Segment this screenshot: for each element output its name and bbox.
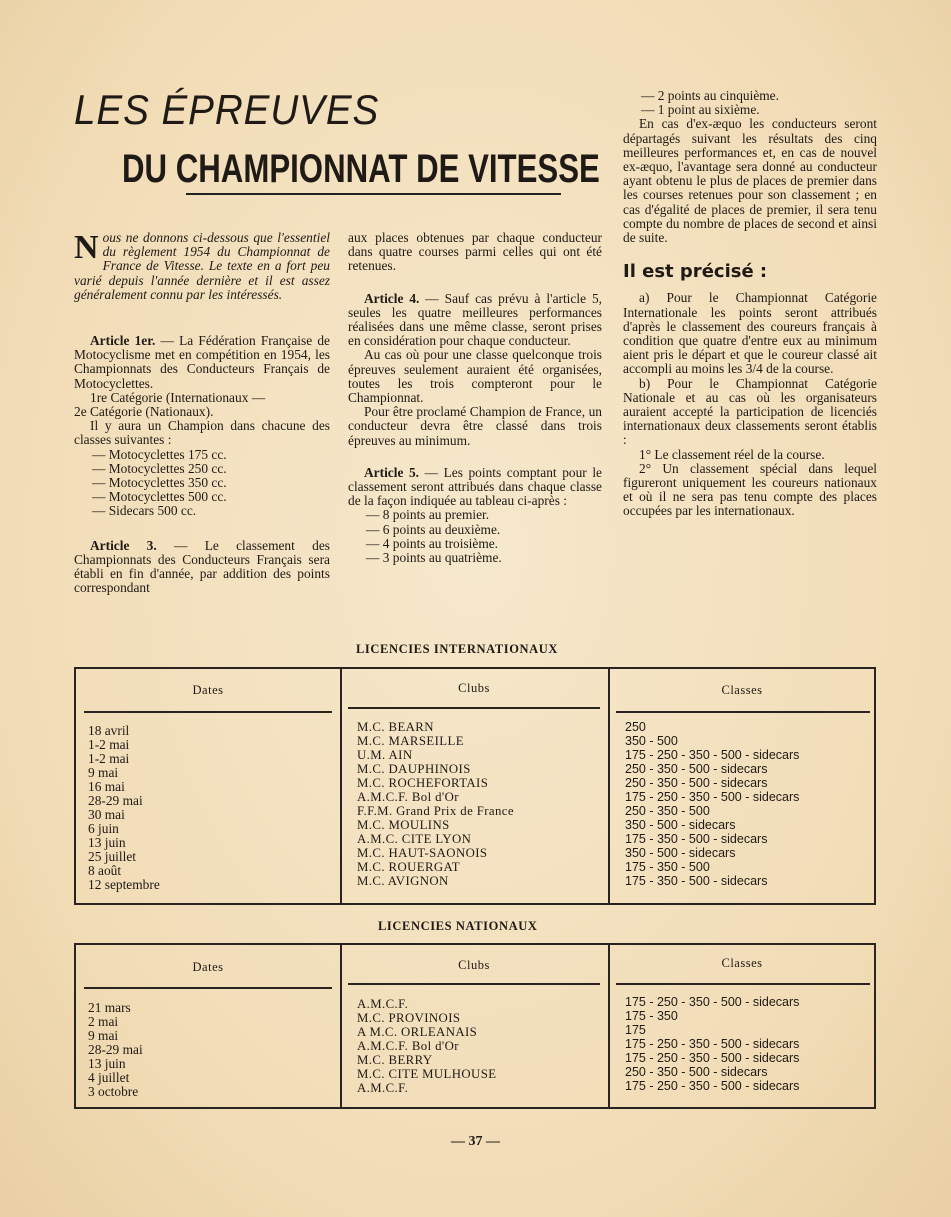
intro-paragraph (74, 231, 330, 302)
table-international (74, 667, 876, 905)
classes-cell: 175 - 350 - 500 - sidecars (625, 874, 768, 888)
article-1-heading: Article 1er. (90, 333, 156, 349)
title-line-1: LES ÉPREUVES (74, 86, 380, 133)
points-item: — 1 point au sixième. (641, 102, 760, 118)
date-cell: 16 mai (88, 779, 125, 794)
clubs-column (357, 997, 496, 1095)
club-cell: M.C. PROVINOIS (357, 1011, 461, 1025)
club-cell: M.C. MOULINS (357, 818, 450, 832)
points-item: — 6 points au deuxième. (366, 521, 501, 537)
exaequo-text: En cas d'ex-æquo les conducteurs seront départagés suivant les résultats des cinq meilleures performances et, en cas de nouvel ex-æquo, l'avantage sera donné au conducteur ayant obtenu le plus de places de premier dans les courses retenues pour son classement ; en cas d'égalité de places de premier, il sera tenu compte du nombre de places de second et ainsi de suite. (623, 116, 877, 246)
date-cell: 28-29 mai (88, 1042, 143, 1057)
class-item: — Motocyclettes 500 cc. (92, 489, 227, 505)
table-national (74, 943, 876, 1109)
date-cell: 8 août (88, 863, 122, 878)
classes-cell: 175 - 350 - 500 - sidecars (625, 832, 768, 846)
club-cell: A M.C. ORLEANAIS (357, 1025, 478, 1039)
classes-cell: 175 - 250 - 350 - 500 - sidecars (625, 1051, 800, 1065)
points-item: — 4 points au troisième. (366, 535, 499, 551)
article-3-text: — Le classement des Championnats des Conducteurs Français sera établi en fin d'année, par addition des points correspondant (74, 537, 330, 596)
column-2 (348, 231, 602, 565)
article-4-p2: Au cas où pour une classe quelconque trois épreuves seulement auraient été organisées, toutes les trois compteront pour le Championnat. (348, 347, 602, 406)
club-cell: M.C. ROUERGAT (357, 860, 460, 874)
club-cell: F.F.M. Grand Prix de France (357, 804, 514, 818)
date-cell: 1-2 mai (88, 737, 130, 752)
date-cell: 28-29 mai (88, 793, 143, 808)
article-3-continued: aux places obtenues par chaque conducteur dans quatre courses parmi celles qui ont été retenues. (348, 230, 602, 274)
class-item: — Motocyclettes 250 cc. (92, 460, 227, 476)
classes-cell: 250 - 350 - 500 (625, 804, 710, 818)
article-3-heading: Article 3. (90, 537, 157, 553)
classes-cell: 175 (625, 1023, 646, 1037)
column-divider (340, 669, 342, 903)
classes-cell: 350 - 500 - sidecars (625, 818, 736, 832)
club-cell: M.C. HAUT-SAONOIS (357, 846, 488, 860)
date-cell: 4 juillet (88, 1070, 130, 1085)
classes-cell: 250 - 350 - 500 - sidecars (625, 776, 768, 790)
date-cell: 13 juin (88, 1056, 126, 1071)
article-4 (348, 292, 602, 349)
points-item: — 3 points au quatrième. (366, 550, 502, 566)
date-cell: 9 mai (88, 765, 119, 780)
header-clubs: Clubs (458, 681, 490, 695)
class-item: — Motocyclettes 175 cc. (92, 446, 227, 462)
club-cell: A.M.C.F. Bol d'Or (357, 1039, 459, 1053)
column-1 (74, 231, 330, 595)
classes-cell: 250 (625, 720, 646, 734)
article-1-text: — La Fédération Française de Motocyclisme met en compétition en 1954, les Championnats des Conducteurs Français de Motocyclettes. (74, 333, 330, 391)
date-cell: 3 octobre (88, 1084, 139, 1099)
classes-cell: 175 - 350 (625, 1009, 678, 1023)
title-line-2: DU CHAMPIONNAT DE VITESSE (122, 147, 600, 191)
article-5-text: — Les points comptant pour le classement seront attribués dans chaque classe de la façon indiquée au tableau ci-après : (348, 464, 602, 509)
article-4-p3: Pour être proclamé Champion de France, un conducteur devra être classé dans trois épreuves au minimum. (348, 404, 602, 448)
precise-b2: 2° Un classement spécial dans lequel figureront uniquement les coureurs nationaux et où il ne sera pas tenu compte des places occupées par les internationaux. (623, 460, 877, 519)
header-rule (84, 711, 332, 713)
classes-cell: 350 - 500 (625, 734, 678, 748)
category-2: 2e Catégorie (Nationaux). (74, 404, 214, 420)
club-cell: U.M. AIN (357, 748, 413, 762)
club-cell: M.C. AVIGNON (357, 874, 449, 888)
class-item: — Sidecars 500 cc. (92, 503, 197, 519)
article-4-heading: Article 4. (364, 290, 420, 306)
date-cell: 25 juillet (88, 849, 136, 864)
classes-column (625, 995, 799, 1093)
classes-cell: 175 - 350 - 500 (625, 860, 710, 874)
header-rule (616, 711, 870, 713)
club-cell: M.C. BEARN (357, 720, 434, 734)
points-item: — 8 points au premier. (366, 507, 490, 523)
club-cell: A.M.C.F. (357, 997, 409, 1011)
header-dates: Dates (192, 960, 224, 974)
header-classes: Classes (721, 683, 763, 697)
club-cell: A.M.C.F. (357, 1081, 409, 1095)
date-cell: 18 avril (88, 723, 130, 738)
header-classes: Classes (721, 956, 763, 970)
header-rule (84, 987, 332, 989)
column-divider (608, 669, 610, 903)
club-cell: M.C. ROCHEFORTAIS (357, 776, 489, 790)
classes-cell: 175 - 250 - 350 - 500 - sidecars (625, 790, 800, 804)
club-cell: A.M.C.F. Bol d'Or (357, 790, 459, 804)
dates-column (88, 724, 160, 892)
header-rule (348, 707, 600, 709)
date-cell: 6 juin (88, 821, 119, 836)
article-5-heading: Article 5. (364, 464, 420, 480)
classes-cell: 175 - 250 - 350 - 500 - sidecars (625, 1079, 800, 1093)
club-cell: M.C. MARSEILLE (357, 734, 464, 748)
club-cell: A.M.C. CITE LYON (357, 832, 472, 846)
article-5 (348, 466, 602, 509)
club-cell: M.C. BERRY (357, 1053, 433, 1067)
category-1: 1re Catégorie (Internationaux — (90, 389, 266, 405)
club-cell: M.C. CITE MULHOUSE (357, 1067, 497, 1081)
date-cell: 30 mai (88, 807, 125, 822)
date-cell: 21 mars (88, 1000, 131, 1015)
header-dates: Dates (192, 683, 224, 697)
title-underline (186, 193, 561, 195)
club-cell: M.C. DAUPHINOIS (357, 762, 471, 776)
precise-b: b) Pour le Championnat Catégorie Nationale et au cas où les organisateurs auraient accepté la participation de licenciés internationaux deux classements seront établis : (623, 375, 877, 448)
intro-text: ous ne donnons ci-dessous que l'essentiel du règlement 1954 du Championnat de France de Vitesse. Le texte en a fort peu varié depuis l'année dernière et il est assez généralement connu par les intéressés. (74, 230, 330, 302)
table-international-title: LICENCIES INTERNATIONAUX (356, 642, 559, 656)
drop-cap: N (74, 229, 99, 266)
classes-cell: 175 - 250 - 350 - 500 - sidecars (625, 1037, 800, 1051)
article-4-text: — Sauf cas prévu à l'article 5, seules les quatre meilleures performances réalisées dans une même classe, seront prises en considération pour chaque conducteur. (348, 290, 602, 349)
page-number: — 37 — (451, 1134, 500, 1149)
column-3 (623, 89, 877, 519)
article-3 (74, 539, 330, 596)
classes-cell: 250 - 350 - 500 - sidecars (625, 762, 768, 776)
precise-heading: Il est précisé : (623, 261, 768, 283)
classes-cell: 175 - 250 - 350 - 500 - sidecars (625, 995, 800, 1009)
date-cell: 13 juin (88, 835, 126, 850)
precise-b1: 1° Le classement réel de la course. (639, 446, 825, 462)
article-1 (74, 334, 330, 391)
points-item: — 2 points au cinquième. (641, 88, 779, 103)
dates-column (88, 1001, 143, 1099)
classes-column (625, 720, 799, 888)
date-cell: 1-2 mai (88, 751, 130, 766)
classes-cell: 250 - 350 - 500 - sidecars (625, 1065, 768, 1079)
champion-text: Il y aura un Champion dans chacune des classes suivantes : (74, 418, 330, 448)
header-rule (348, 983, 600, 985)
table-national-title: LICENCIES NATIONAUX (378, 919, 538, 933)
header-clubs: Clubs (458, 958, 490, 972)
precise-a: a) Pour le Championnat Catégorie Internationale les points seront attribués d'après le classement des coureurs français à condition que quatre d'entre eux au minimum aient pris le départ et que le coureur classé ait accompli au moins les 3/4 de la course. (623, 290, 877, 377)
classes-cell: 175 - 250 - 350 - 500 - sidecars (625, 748, 800, 762)
clubs-column (357, 720, 514, 888)
date-cell: 9 mai (88, 1028, 119, 1043)
header-rule (616, 983, 870, 985)
classes-cell: 350 - 500 - sidecars (625, 846, 736, 860)
date-cell: 2 mai (88, 1014, 119, 1029)
date-cell: 12 septembre (88, 877, 160, 892)
class-item: — Motocyclettes 350 cc. (92, 475, 227, 491)
